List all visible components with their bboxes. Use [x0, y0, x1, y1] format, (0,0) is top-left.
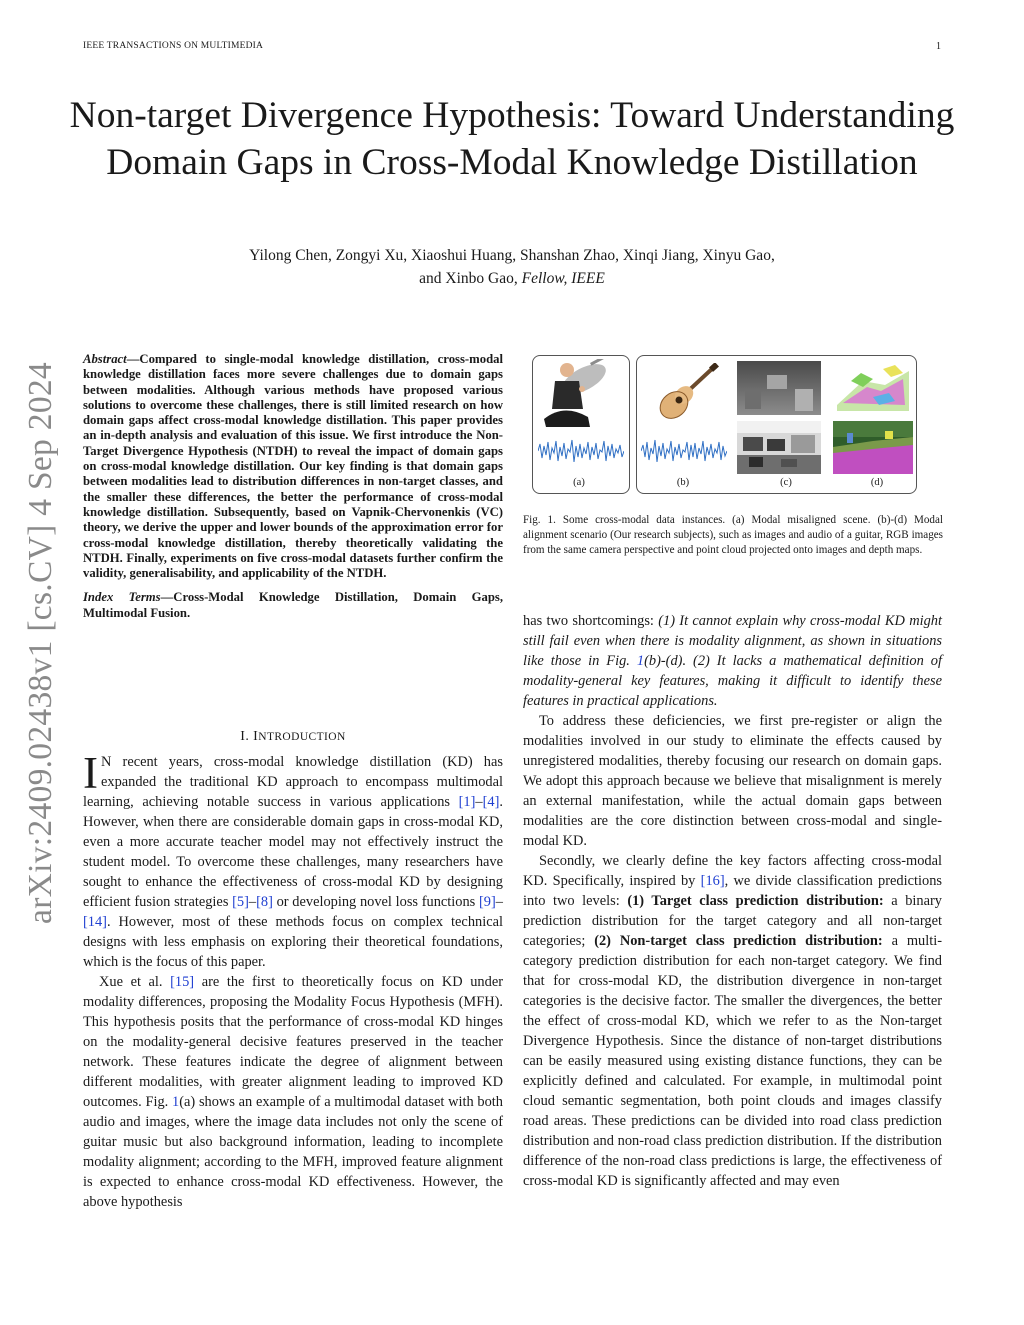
index-terms-paragraph: [83, 590, 503, 621]
panel-label-c: (c): [780, 477, 792, 488]
abstract-text: —Compared to single-modal knowledge distillation, cross-modal knowledge distillation faces more severe challenges due to domain gaps between modalities. Although various methods have proposed various solutions to overcome these challenges, there is still limited research on how domain gaps affect cross-modal knowledge distillation. This paper provides an in-depth analysis and evaluation of this issue. We first introduce the Non-Target Divergence Hypothesis (NTDH) to reveal the impact of domain gaps on cross-modal knowledge distillation. Our key finding is that domain gaps between modalities lead to distribution differences in non-target classes, and the smaller these differences, the better the performance of cross-modal knowledge distillation. Subsequently, based on Vapnik-Chervonenkis (VC) theory, we derive the upper and lower bounds of the approximation error for cross-modal knowledge distillation, thereby theoretically validating the NTDH. Finally, experiments on five cross-modal datasets further confirm the validity, generalisability, and applicability of the NTDH.: [83, 352, 503, 581]
panel-label-b: (b): [676, 477, 690, 488]
section-title-initial: I: [253, 729, 259, 744]
citation-link[interactable]: [16]: [700, 873, 725, 889]
audio-waveform-a: [538, 436, 624, 466]
author-line-1: Yilong Chen, Zongyi Xu, Xiaoshui Huang, Shanshan Zhao, Xinqi Jiang, Xinyu Gao,: [249, 247, 775, 264]
figure-reference-link[interactable]: 1: [636, 653, 645, 669]
panel-label-d: (d): [870, 477, 884, 488]
depth-map-image: [737, 361, 821, 415]
section-numeral: I.: [240, 729, 250, 744]
citation-link[interactable]: [14]: [83, 914, 107, 930]
author-line-2: [60, 267, 964, 290]
rgb-office-image: [737, 421, 821, 474]
segmented-road-image: [833, 421, 913, 474]
citation-link[interactable]: [15]: [170, 974, 195, 990]
author-fellow-title: Fellow, IEEE: [521, 270, 605, 287]
index-terms-label: Index Terms: [83, 590, 161, 605]
figure-reference-link[interactable]: 1: [172, 1094, 180, 1110]
section-title-rest: NTRODUCTION: [258, 731, 346, 743]
citation-link[interactable]: [5]: [232, 894, 249, 910]
section-heading-introduction: [83, 729, 503, 745]
running-head: IEEE TRANSACTIONS ON MULTIMEDIA: [83, 41, 264, 51]
figure-caption: Fig. 1. Some cross-modal data instances. (a) Modal misaligned scene. (b)-(d) Modal alignment scenario (Our research subjects), such as images and audio of a guitar, RGB images from the same camera perspective and point cloud projected onto images and depth maps.: [523, 514, 943, 557]
paper-title: Non-target Divergence Hypothesis: Toward Understanding Domain Gaps in Cross-Modal Knowledge Distillation: [69, 95, 955, 183]
citation-link[interactable]: [8]: [256, 894, 273, 910]
abstract-label: Abstract: [83, 352, 127, 366]
drop-cap: I: [83, 748, 98, 798]
citation-link[interactable]: [4]: [482, 794, 500, 810]
guitarist-image: [538, 359, 622, 431]
citation-link[interactable]: [9]: [479, 894, 496, 910]
arxiv-identifier-text: arXiv:2409.02438v1 [cs.CV] 4 Sep 2024: [22, 361, 59, 924]
right-column-body: [523, 611, 942, 1191]
author-line-2-name: and Xinbo Gao,: [419, 270, 518, 287]
intro-paragraph-5: Secondly, we clearly define the key factors affecting cross-modal KD. Specifically, inspired by [16], we divide classification predictions into two levels: (1) Target class prediction distribution: a binary prediction distribution for the target category and all non-target categories; (2) Non-target class prediction distribution: a multi-category prediction distribution for each non-target category. We find that for cross-modal KD, the distribution divergence in non-target categories is the decisive factor. The smaller the divergences, the better the effect of cross-modal KD, which we refer to as the Non-target Divergence Hypothesis. Since the distance of non-target distributions can be easily measured using existing distance functions, they can be explicitly defined and calculated. For example, in multimodal point cloud semantic segmentation, both point clouds and images classify road areas. These predictions can be divided into road class prediction distribution and non-road class prediction distribution. If the distribution difference of the non-road class predictions is large, the effectiveness of cross-modal KD is significantly affected and may even: [523, 853, 943, 1189]
intro-paragraph-3: has two shortcomings: (1) It cannot explain why cross-modal KD might still fail even when there is modality alignment, as shown in situations like those in Fig. 1(b)-(d). (2) It lacks a mathematical definition of modality-general key features, making it difficult to identify these features in practical applications.: [523, 613, 942, 709]
citation-link[interactable]: [1]: [458, 794, 476, 810]
index-terms-text: —Cross-Modal Knowledge Distillation, Domain Gaps, Multimodal Fusion.: [83, 590, 503, 620]
acoustic-guitar-image: [650, 363, 720, 421]
panel-label-a: (a): [573, 477, 585, 488]
arxiv-identifier-stamp: [15, 355, 67, 930]
point-cloud-projection-image: [833, 361, 913, 415]
page-number: 1: [936, 41, 941, 52]
abstract-paragraph: [83, 352, 503, 581]
author-list: [60, 244, 964, 290]
intro-paragraph-1: I N recent years, cross-modal knowledge distillation (KD) has expanded the traditional KD approach to encompass multimodal learning, achieving notable success in various applications [1]–[4]. However, when there are considerable domain gaps in cross-modal KD, even a more accurate teacher model may not effectively instruct the student model. To overcome these challenges, many researchers have sought to enhance the effectiveness of cross-modal KD by designing efficient fusion strategies [5]–[8] or developing novel loss functions [9]–[14]. However, most of these methods focus on complex technical designs with less emphasis on exploring their theoretical foundations, which is the focus of this paper.: [83, 748, 503, 970]
intro-paragraph-4: To address these deficiencies, we first pre-register or align the modalities involved in our study to eliminate the effects caused by unregistered modalities, thereby focusing our research on domain gaps. We adopt this approach because we believe that misalignment is merely an external manifestation, while the actual domain gaps between modalities are the core distinction between cross-modal and single-modal KD.: [523, 713, 942, 849]
left-column-body: [83, 748, 503, 1212]
abstract-block: [83, 352, 503, 621]
intro-paragraph-2: Xue et al. [15] are the first to theoretically focus on KD under modality differences, proposing the Modality Focus Hypothesis (MFH). This hypothesis posits that the performance of cross-modal KD hinges on the modality-general decisive features preserved in the teacher network. These features indicate the degree of alignment between different modalities, with greater alignment leading to improved KD outcomes. Fig. 1(a) shows an example of a multimodal dataset with both audio and images, where the image data includes not only the scene of guitar music but also background information, leading to incomplete modality alignment; according to the MFH, improved feature alignment is expected to enhance cross-modal KD effectiveness. However, the above hypothesis: [83, 974, 503, 1210]
audio-waveform-b: [641, 436, 727, 466]
